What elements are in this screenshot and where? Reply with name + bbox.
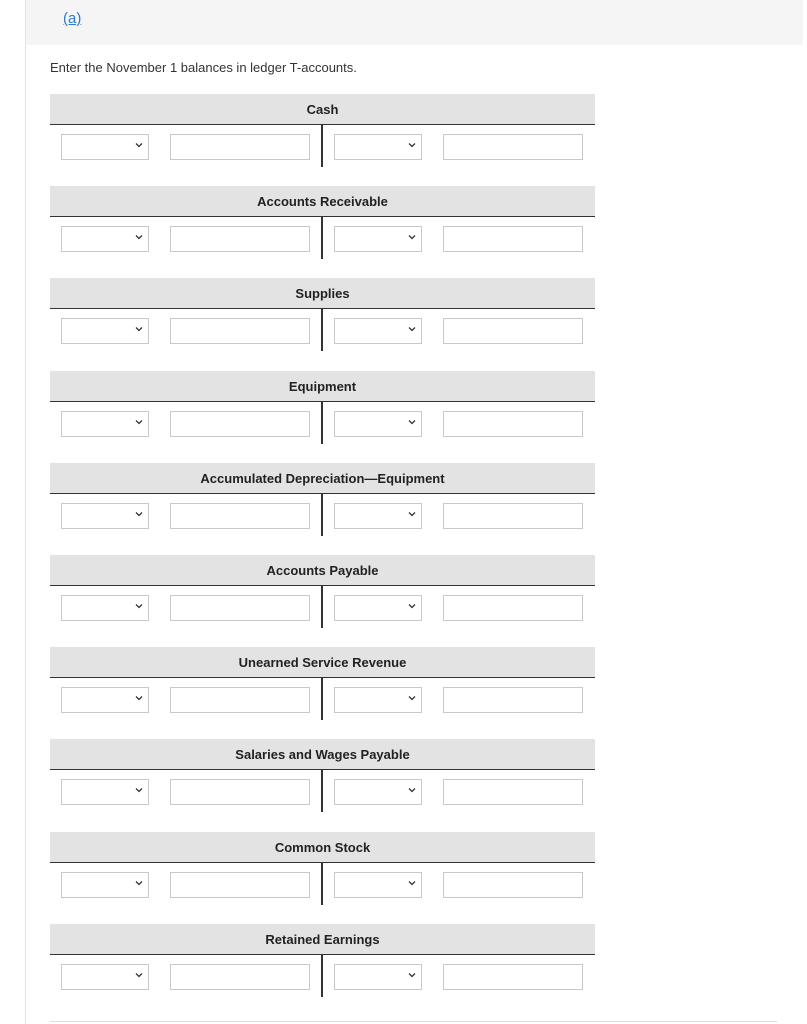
chevron-down-icon (135, 879, 143, 887)
credit-amount-input[interactable] (443, 318, 583, 344)
debit-account-select[interactable] (61, 318, 149, 344)
taccount (50, 278, 595, 368)
chevron-down-icon (135, 141, 143, 149)
taccount-divider (321, 863, 323, 905)
taccount-title: Accumulated Depreciation—Equipment (50, 463, 595, 494)
credit-amount-input[interactable] (443, 595, 583, 621)
debit-account-select[interactable] (61, 687, 149, 713)
part-header (26, 0, 803, 45)
chevron-down-icon (135, 971, 143, 979)
chevron-down-icon (408, 325, 416, 333)
debit-amount-input[interactable] (170, 872, 310, 898)
debit-account-select[interactable] (61, 964, 149, 990)
left-divider (25, 0, 26, 1024)
chevron-down-icon (135, 694, 143, 702)
taccount (50, 647, 595, 737)
taccount-title: Salaries and Wages Payable (50, 739, 595, 770)
taccount (50, 555, 595, 645)
debit-account-select[interactable] (61, 226, 149, 252)
taccount-divider (321, 309, 323, 351)
taccount-title: Cash (50, 94, 595, 125)
chevron-down-icon (135, 233, 143, 241)
taccount (50, 371, 595, 461)
debit-account-select[interactable] (61, 779, 149, 805)
credit-account-select[interactable] (334, 964, 422, 990)
taccount-title: Unearned Service Revenue (50, 647, 595, 678)
debit-account-select[interactable] (61, 411, 149, 437)
chevron-down-icon (408, 694, 416, 702)
taccount-divider (321, 402, 323, 444)
debit-account-select[interactable] (61, 134, 149, 160)
debit-amount-input[interactable] (170, 779, 310, 805)
credit-amount-input[interactable] (443, 411, 583, 437)
taccount-title: Accounts Receivable (50, 186, 595, 217)
chevron-down-icon (135, 786, 143, 794)
taccount (50, 186, 595, 276)
instruction-text: Enter the November 1 balances in ledger T-accounts. (50, 60, 357, 75)
taccount (50, 924, 595, 1014)
taccount-title: Supplies (50, 278, 595, 309)
debit-amount-input[interactable] (170, 411, 310, 437)
taccount-divider (321, 955, 323, 997)
taccount-divider (321, 217, 323, 259)
credit-account-select[interactable] (334, 503, 422, 529)
taccount-divider (321, 770, 323, 812)
credit-account-select[interactable] (334, 872, 422, 898)
chevron-down-icon (408, 141, 416, 149)
debit-account-select[interactable] (61, 595, 149, 621)
chevron-down-icon (408, 233, 416, 241)
taccount (50, 739, 595, 829)
credit-account-select[interactable] (334, 134, 422, 160)
credit-account-select[interactable] (334, 779, 422, 805)
debit-amount-input[interactable] (170, 226, 310, 252)
part-a-link[interactable]: (a) (63, 10, 82, 27)
debit-amount-input[interactable] (170, 595, 310, 621)
credit-amount-input[interactable] (443, 226, 583, 252)
credit-amount-input[interactable] (443, 779, 583, 805)
taccount-divider (321, 586, 323, 628)
credit-amount-input[interactable] (443, 503, 583, 529)
taccount-title: Accounts Payable (50, 555, 595, 586)
credit-amount-input[interactable] (443, 134, 583, 160)
chevron-down-icon (408, 786, 416, 794)
credit-account-select[interactable] (334, 411, 422, 437)
credit-account-select[interactable] (334, 226, 422, 252)
chevron-down-icon (408, 971, 416, 979)
taccount-title: Retained Earnings (50, 924, 595, 955)
chevron-down-icon (135, 602, 143, 610)
credit-account-select[interactable] (334, 318, 422, 344)
credit-account-select[interactable] (334, 687, 422, 713)
credit-amount-input[interactable] (443, 964, 583, 990)
debit-amount-input[interactable] (170, 503, 310, 529)
taccount-divider (321, 678, 323, 720)
taccount (50, 463, 595, 553)
debit-amount-input[interactable] (170, 687, 310, 713)
taccount (50, 94, 595, 184)
chevron-down-icon (408, 510, 416, 518)
chevron-down-icon (408, 602, 416, 610)
chevron-down-icon (135, 325, 143, 333)
chevron-down-icon (408, 879, 416, 887)
taccount (50, 832, 595, 922)
credit-amount-input[interactable] (443, 687, 583, 713)
chevron-down-icon (135, 418, 143, 426)
debit-amount-input[interactable] (170, 318, 310, 344)
debit-amount-input[interactable] (170, 964, 310, 990)
taccount-divider (321, 125, 323, 167)
chevron-down-icon (408, 418, 416, 426)
debit-account-select[interactable] (61, 503, 149, 529)
credit-amount-input[interactable] (443, 872, 583, 898)
debit-account-select[interactable] (61, 872, 149, 898)
taccount-divider (321, 494, 323, 536)
debit-amount-input[interactable] (170, 134, 310, 160)
taccount-title: Equipment (50, 371, 595, 402)
taccount-title: Common Stock (50, 832, 595, 863)
bottom-divider (50, 1021, 777, 1022)
chevron-down-icon (135, 510, 143, 518)
credit-account-select[interactable] (334, 595, 422, 621)
